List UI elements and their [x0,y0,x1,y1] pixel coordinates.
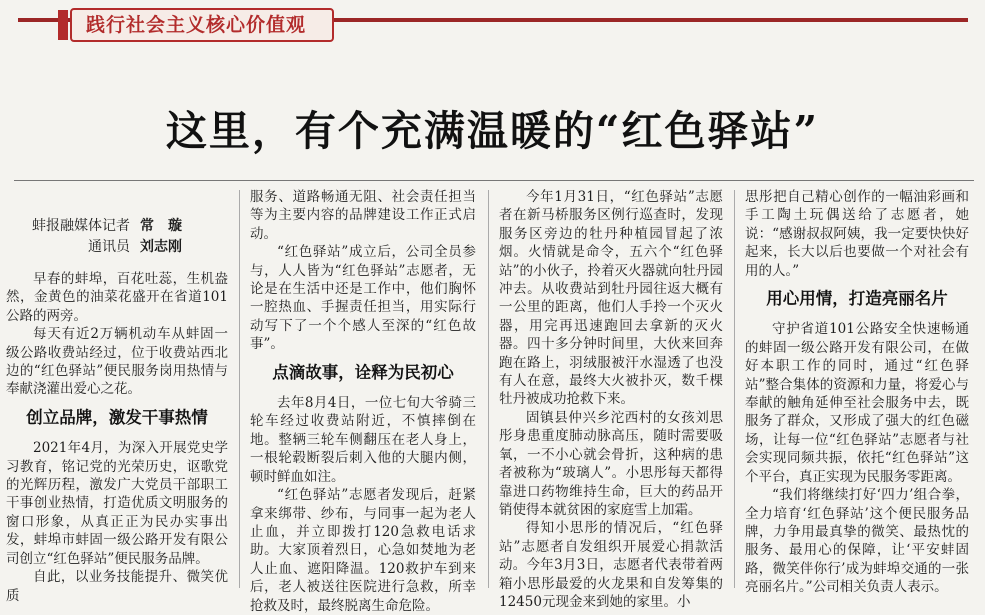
headline-rule [14,180,974,181]
paragraph: 思彤把自己精心创作的一幅油彩画和手工陶土玩偶送给了志愿者，她说：“感谢叔叔阿姨，我一定要快快好起来，长大以后也要做一个对社会有用的人。” [745,189,969,279]
column-divider [734,190,735,588]
section-heading: 用心用情，打造亮丽名片 [766,289,948,309]
paragraph: 每天有近2万辆机动车从蚌固一级公路收费站经过，位于收费站西北边的“红色驿站”便民服务岗用热情与奉献浇灌出爱心之花。 [6,326,228,398]
headline: 这里，有个充满温暖的“红色驿站” [165,107,820,155]
byline-name-reporter: 常 璇 [140,218,182,234]
paragraph: “红色驿站”成立后，公司全员参与，人人皆为“红色驿站”志愿者，无论是在生活中还是工作中，他们胸怀一腔热血、手握责任担当，用实际行动写下了一个个感人至深的“红色故事”。 [250,244,476,353]
column-4 [745,188,969,597]
column-1 [6,214,228,605]
paragraph: 早春的蚌埠，百花吐蕊，生机盎然，金黄色的油菜花盛开在省道101公路的两旁。 [6,271,228,324]
byline-role-reporter: 蚌报融媒体记者 [32,218,130,234]
column-divider [488,190,489,588]
paragraph: 守护省道101公路安全快速畅通的蚌固一级公路开发有限公司，在做好本职工作的同时，通过“红色驿站”整合集体的资源和力量，将爱心与奉献的触角延伸至社会服务中去，既服务了群众，又形成了强大的红色磁场，让每一位“红色驿站”志愿者与社会实现同频共振，依托“红色驿站”这个平台，真正实现为民服务零距离。 [745,321,969,485]
byline-name-correspondent: 刘志刚 [140,239,182,255]
byline-role-correspondent: 通讯员 [88,239,130,255]
paragraph: 去年8月4日，一位七旬大爷骑三轮车经过收费站附近，不慎摔倒在地。整辆三轮车侧翻压在老人身上，一根轮毂断裂后刺入他的大腿内侧，顿时鲜血如注。 [250,395,476,485]
paragraph: “我们将继续打好‘四力’组合拳，全力培育‘红色驿站’这个便民服务品牌，力争用最真挚的微笑、最热忱的服务、最用心的保障，让‘平安蚌固路，微笑伴你行’成为蚌埠交通的一张亮丽名片。”公司相关负责人表示。 [745,487,969,596]
section-heading: 点滴故事，诠释为民初心 [272,362,454,382]
column-divider [239,190,240,588]
byline [6,216,228,258]
paragraph: 固镇县仲兴乡沱西村的女孩刘思彤身患重度肺动脉高压，随时需要吸氧，一不小心就会骨折，这种病的患者被称为“玻璃人”。小思彤每天都得靠进口药物维持生命，巨大的药品开销使得本就贫困的家庭雪上加霜。 [499,409,723,518]
section-banner: 践行社会主义核心价值观 [70,8,334,42]
paragraph: 2021年4月，为深入开展党史学习教育，铭记党的光荣历史，讴歌党的光辉历程，激发广大党员干部职工干事创业热情，打造优质文明服务的窗口形象，从真正正为民办实事出发，蚌埠市蚌固一级公路开发有限公司创立“红色驿站”便民服务品牌。 [6,440,228,567]
paragraph: 今年1月31日，“红色驿站”志愿者在新马桥服务区例行巡查时，发现服务区旁边的牡丹种植园冒起了浓烟。火情就是命令，五六个“红色驿站”的小伙子，拎着灭火器就向牡丹园冲去。从收费站到牡丹园往返大概有一公里的距离，他们人手拎一个灭火器，用完再迅速跑回去拿新的灭火器。四十多分钟时间里，大伙来回奔跑在路上，羽绒服被汗水湿透了也没有人在意，最终大火被扑灭，数千棵牡丹被成功抢救下来。 [499,189,723,408]
paragraph: 自此，以业务技能提升、微笑优质 [6,569,228,604]
paragraph: 服务、道路畅通无阻、社会责任担当等为主要内容的品牌建设工作正式启动。 [250,189,476,242]
section-heading: 创立品牌，激发干事热情 [26,407,208,427]
paragraph: 得知小思彤的情况后，“红色驿站”志愿者自发组织开展爱心捐款活动。今年3月3日，志愿者代表带着两箱小思彤最爱的火龙果和自发筹集的12450元现金来到她的家里。小 [499,520,723,610]
column-2 [250,188,476,615]
paragraph: “红色驿站”志愿者发现后，赶紧拿来绑带、纱布，与同事一起为老人止血，并立即拨打120急救电话求助。大家顶着烈日，心急如焚地为老人止血、遮阳降温。120救护车到来后，老人被送往医院进行急救，所幸抢救及时，最终脱离生命危险。 [250,487,476,614]
column-3 [499,188,723,611]
